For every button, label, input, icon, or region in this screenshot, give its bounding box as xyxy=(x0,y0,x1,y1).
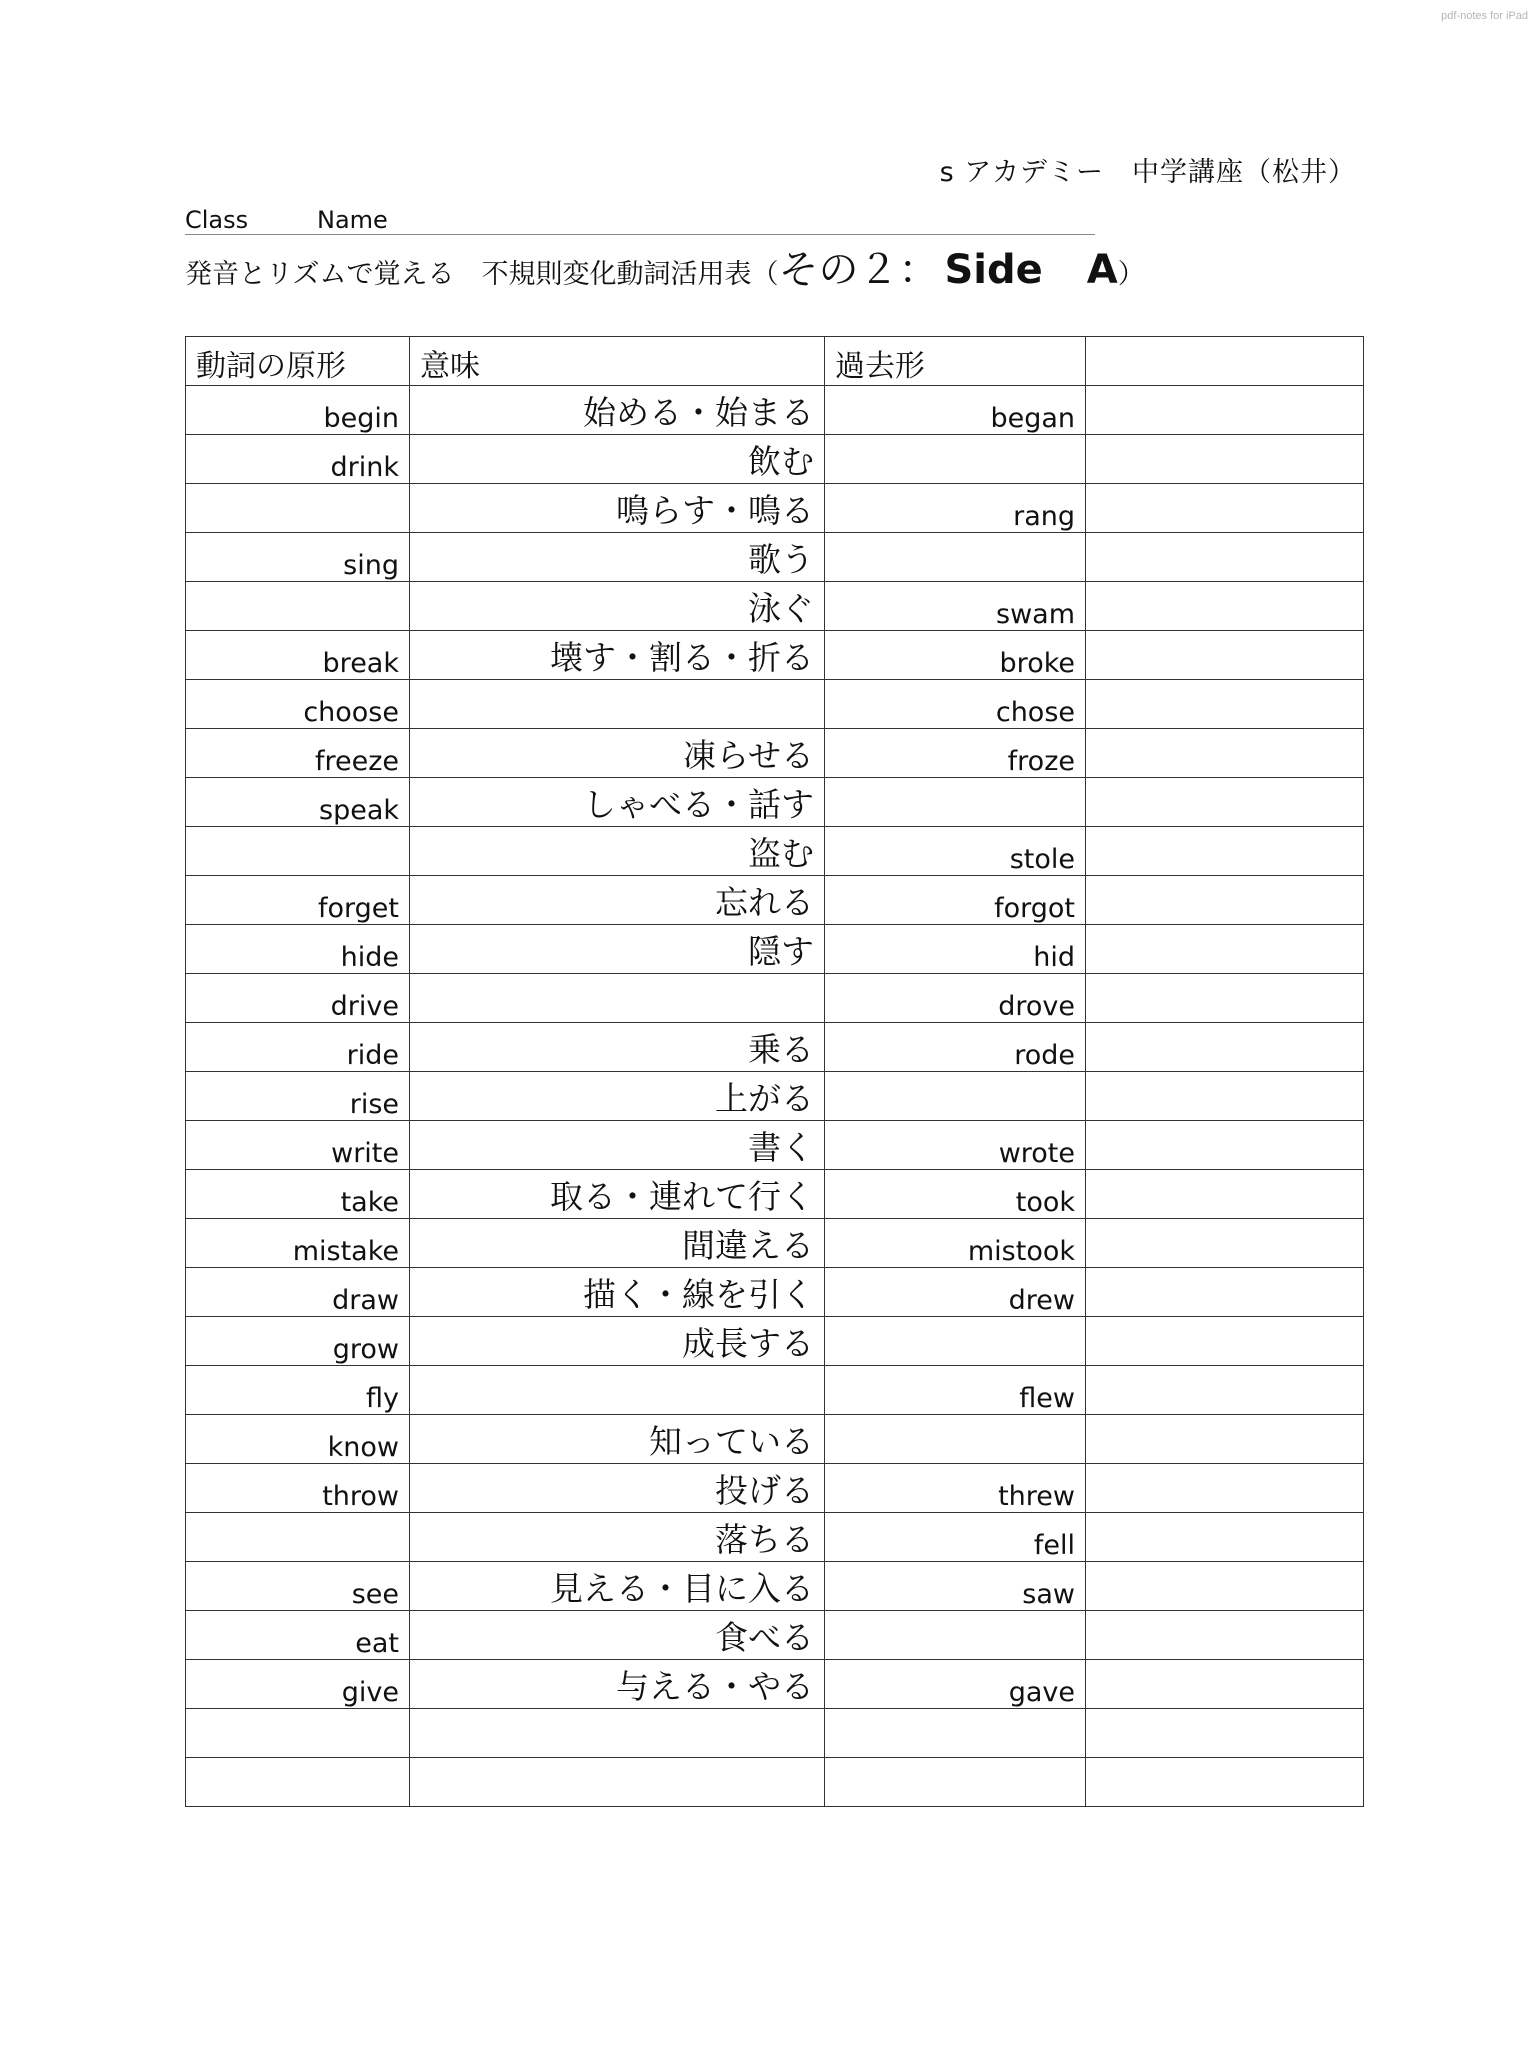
meaning-cell: 始める・始まる xyxy=(410,386,825,435)
past-form-cell xyxy=(825,1611,1086,1660)
table-row xyxy=(186,876,1364,925)
table-row xyxy=(186,484,1364,533)
meaning-cell: 成長する xyxy=(410,1317,825,1366)
header-base-form: 動詞の原形 xyxy=(186,337,410,386)
table-row xyxy=(186,1268,1364,1317)
meaning-cell: 書く xyxy=(410,1121,825,1170)
meaning-cell: 間違える xyxy=(410,1219,825,1268)
table-row xyxy=(186,778,1364,827)
extra-cell xyxy=(1086,1023,1364,1072)
extra-cell xyxy=(1086,386,1364,435)
base-form-cell: draw xyxy=(186,1268,410,1317)
past-form-cell xyxy=(825,1317,1086,1366)
base-form-cell xyxy=(186,1709,410,1758)
extra-cell xyxy=(1086,1317,1364,1366)
extra-cell xyxy=(1086,582,1364,631)
table-row xyxy=(186,1366,1364,1415)
title-open-paren: （ xyxy=(751,259,779,290)
past-form-cell: hid xyxy=(825,925,1086,974)
extra-cell xyxy=(1086,1709,1364,1758)
past-form-cell: forgot xyxy=(825,876,1086,925)
table-row xyxy=(186,1170,1364,1219)
table-row xyxy=(186,1611,1364,1660)
extra-cell xyxy=(1086,729,1364,778)
extra-cell xyxy=(1086,533,1364,582)
past-form-cell xyxy=(825,1758,1086,1807)
base-form-cell xyxy=(186,582,410,631)
base-form-cell: drive xyxy=(186,974,410,1023)
base-form-cell: hide xyxy=(186,925,410,974)
base-form-cell xyxy=(186,1758,410,1807)
extra-cell xyxy=(1086,827,1364,876)
base-form-cell: sing xyxy=(186,533,410,582)
past-form-cell: fell xyxy=(825,1513,1086,1562)
meaning-cell: 鳴らす・鳴る xyxy=(410,484,825,533)
base-form-cell: begin xyxy=(186,386,410,435)
extra-cell xyxy=(1086,484,1364,533)
table-row xyxy=(186,1072,1364,1121)
base-form-cell: break xyxy=(186,631,410,680)
table-row xyxy=(186,1415,1364,1464)
base-form-cell: grow xyxy=(186,1317,410,1366)
past-form-cell: flew xyxy=(825,1366,1086,1415)
table-row xyxy=(186,582,1364,631)
table-row xyxy=(186,1758,1364,1807)
meaning-cell xyxy=(410,1709,825,1758)
meaning-cell: 泳ぐ xyxy=(410,582,825,631)
base-form-cell: rise xyxy=(186,1072,410,1121)
meaning-cell xyxy=(410,1758,825,1807)
meaning-cell: しゃべる・話す xyxy=(410,778,825,827)
past-form-cell: began xyxy=(825,386,1086,435)
past-form-cell: drew xyxy=(825,1268,1086,1317)
table-row xyxy=(186,925,1364,974)
meaning-cell: 描く・線を引く xyxy=(410,1268,825,1317)
meaning-cell: 見える・目に入る xyxy=(410,1562,825,1611)
base-form-cell xyxy=(186,484,410,533)
base-form-cell: throw xyxy=(186,1464,410,1513)
table-row xyxy=(186,680,1364,729)
table-row xyxy=(186,533,1364,582)
class-name-field xyxy=(185,204,1095,235)
extra-cell xyxy=(1086,680,1364,729)
meaning-cell: 飲む xyxy=(410,435,825,484)
base-form-cell: freeze xyxy=(186,729,410,778)
table-row xyxy=(186,1121,1364,1170)
extra-cell xyxy=(1086,1219,1364,1268)
meaning-cell: 乗る xyxy=(410,1023,825,1072)
past-form-cell: took xyxy=(825,1170,1086,1219)
extra-cell xyxy=(1086,1415,1364,1464)
extra-cell xyxy=(1086,876,1364,925)
meaning-cell xyxy=(410,680,825,729)
past-form-cell xyxy=(825,1709,1086,1758)
meaning-cell: 食べる xyxy=(410,1611,825,1660)
title-side-letter: A xyxy=(1086,247,1118,293)
title-main: 発音とリズムで覚える 不規則変化動詞活用表 xyxy=(185,259,752,290)
past-form-cell: wrote xyxy=(825,1121,1086,1170)
header-extra xyxy=(1086,337,1364,386)
base-form-cell xyxy=(186,1513,410,1562)
meaning-cell xyxy=(410,1366,825,1415)
base-form-cell: take xyxy=(186,1170,410,1219)
meaning-cell: 知っている xyxy=(410,1415,825,1464)
table-row xyxy=(186,1464,1364,1513)
extra-cell xyxy=(1086,1170,1364,1219)
meaning-cell: 忘れる xyxy=(410,876,825,925)
meaning-cell: 壊す・割る・折る xyxy=(410,631,825,680)
past-form-cell: froze xyxy=(825,729,1086,778)
past-form-cell xyxy=(825,1072,1086,1121)
past-form-cell: broke xyxy=(825,631,1086,680)
worksheet-title xyxy=(185,238,1145,295)
base-form-cell xyxy=(186,827,410,876)
table-header-row xyxy=(186,337,1364,386)
base-form-cell: forget xyxy=(186,876,410,925)
school-header: s アカデミー 中学講座（松井） xyxy=(939,157,1356,188)
table-row xyxy=(186,1562,1364,1611)
meaning-cell: 盗む xyxy=(410,827,825,876)
meaning-cell: 凍らせる xyxy=(410,729,825,778)
past-form-cell xyxy=(825,435,1086,484)
extra-cell xyxy=(1086,435,1364,484)
past-form-cell xyxy=(825,533,1086,582)
table-row xyxy=(186,435,1364,484)
table-row xyxy=(186,1023,1364,1072)
meaning-cell: 与える・やる xyxy=(410,1660,825,1709)
past-form-cell: stole xyxy=(825,827,1086,876)
extra-cell xyxy=(1086,1513,1364,1562)
past-form-cell: saw xyxy=(825,1562,1086,1611)
verb-table xyxy=(185,336,1364,1807)
extra-cell xyxy=(1086,1268,1364,1317)
header-past-form: 過去形 xyxy=(825,337,1086,386)
extra-cell xyxy=(1086,1562,1364,1611)
table-row xyxy=(186,1317,1364,1366)
meaning-cell: 上がる xyxy=(410,1072,825,1121)
extra-cell xyxy=(1086,1072,1364,1121)
table-row xyxy=(186,1513,1364,1562)
base-form-cell: eat xyxy=(186,1611,410,1660)
extra-cell xyxy=(1086,1464,1364,1513)
extra-cell xyxy=(1086,1758,1364,1807)
table-row xyxy=(186,1219,1364,1268)
past-form-cell: mistook xyxy=(825,1219,1086,1268)
meaning-cell: 投げる xyxy=(410,1464,825,1513)
extra-cell xyxy=(1086,631,1364,680)
extra-cell xyxy=(1086,1366,1364,1415)
table-row xyxy=(186,1709,1364,1758)
past-form-cell: threw xyxy=(825,1464,1086,1513)
table-row xyxy=(186,729,1364,778)
past-form-cell: gave xyxy=(825,1660,1086,1709)
past-form-cell xyxy=(825,778,1086,827)
past-form-cell: rode xyxy=(825,1023,1086,1072)
base-form-cell: fly xyxy=(186,1366,410,1415)
extra-cell xyxy=(1086,1660,1364,1709)
name-label: Name xyxy=(317,206,388,234)
title-sono: その２： xyxy=(778,247,939,293)
meaning-cell: 隠す xyxy=(410,925,825,974)
meaning-cell: 取る・連れて行く xyxy=(410,1170,825,1219)
base-form-cell: mistake xyxy=(186,1219,410,1268)
base-form-cell: choose xyxy=(186,680,410,729)
base-form-cell: drink xyxy=(186,435,410,484)
base-form-cell: speak xyxy=(186,778,410,827)
extra-cell xyxy=(1086,974,1364,1023)
base-form-cell: write xyxy=(186,1121,410,1170)
app-watermark: pdf-notes for iPad xyxy=(1441,10,1528,22)
table-row xyxy=(186,386,1364,435)
base-form-cell: see xyxy=(186,1562,410,1611)
past-form-cell: rang xyxy=(825,484,1086,533)
table-row xyxy=(186,631,1364,680)
header-meaning: 意味 xyxy=(410,337,825,386)
past-form-cell: drove xyxy=(825,974,1086,1023)
base-form-cell: know xyxy=(186,1415,410,1464)
extra-cell xyxy=(1086,1611,1364,1660)
past-form-cell: chose xyxy=(825,680,1086,729)
base-form-cell: ride xyxy=(186,1023,410,1072)
table-row xyxy=(186,974,1364,1023)
meaning-cell: 歌う xyxy=(410,533,825,582)
meaning-cell: 落ちる xyxy=(410,1513,825,1562)
base-form-cell: give xyxy=(186,1660,410,1709)
extra-cell xyxy=(1086,925,1364,974)
title-close-paren: ） xyxy=(1117,259,1145,290)
extra-cell xyxy=(1086,1121,1364,1170)
past-form-cell xyxy=(825,1415,1086,1464)
past-form-cell: swam xyxy=(825,582,1086,631)
title-side: Side xyxy=(944,247,1043,293)
table-row xyxy=(186,1660,1364,1709)
extra-cell xyxy=(1086,778,1364,827)
class-label: Class xyxy=(185,206,249,234)
table-row xyxy=(186,827,1364,876)
meaning-cell xyxy=(410,974,825,1023)
